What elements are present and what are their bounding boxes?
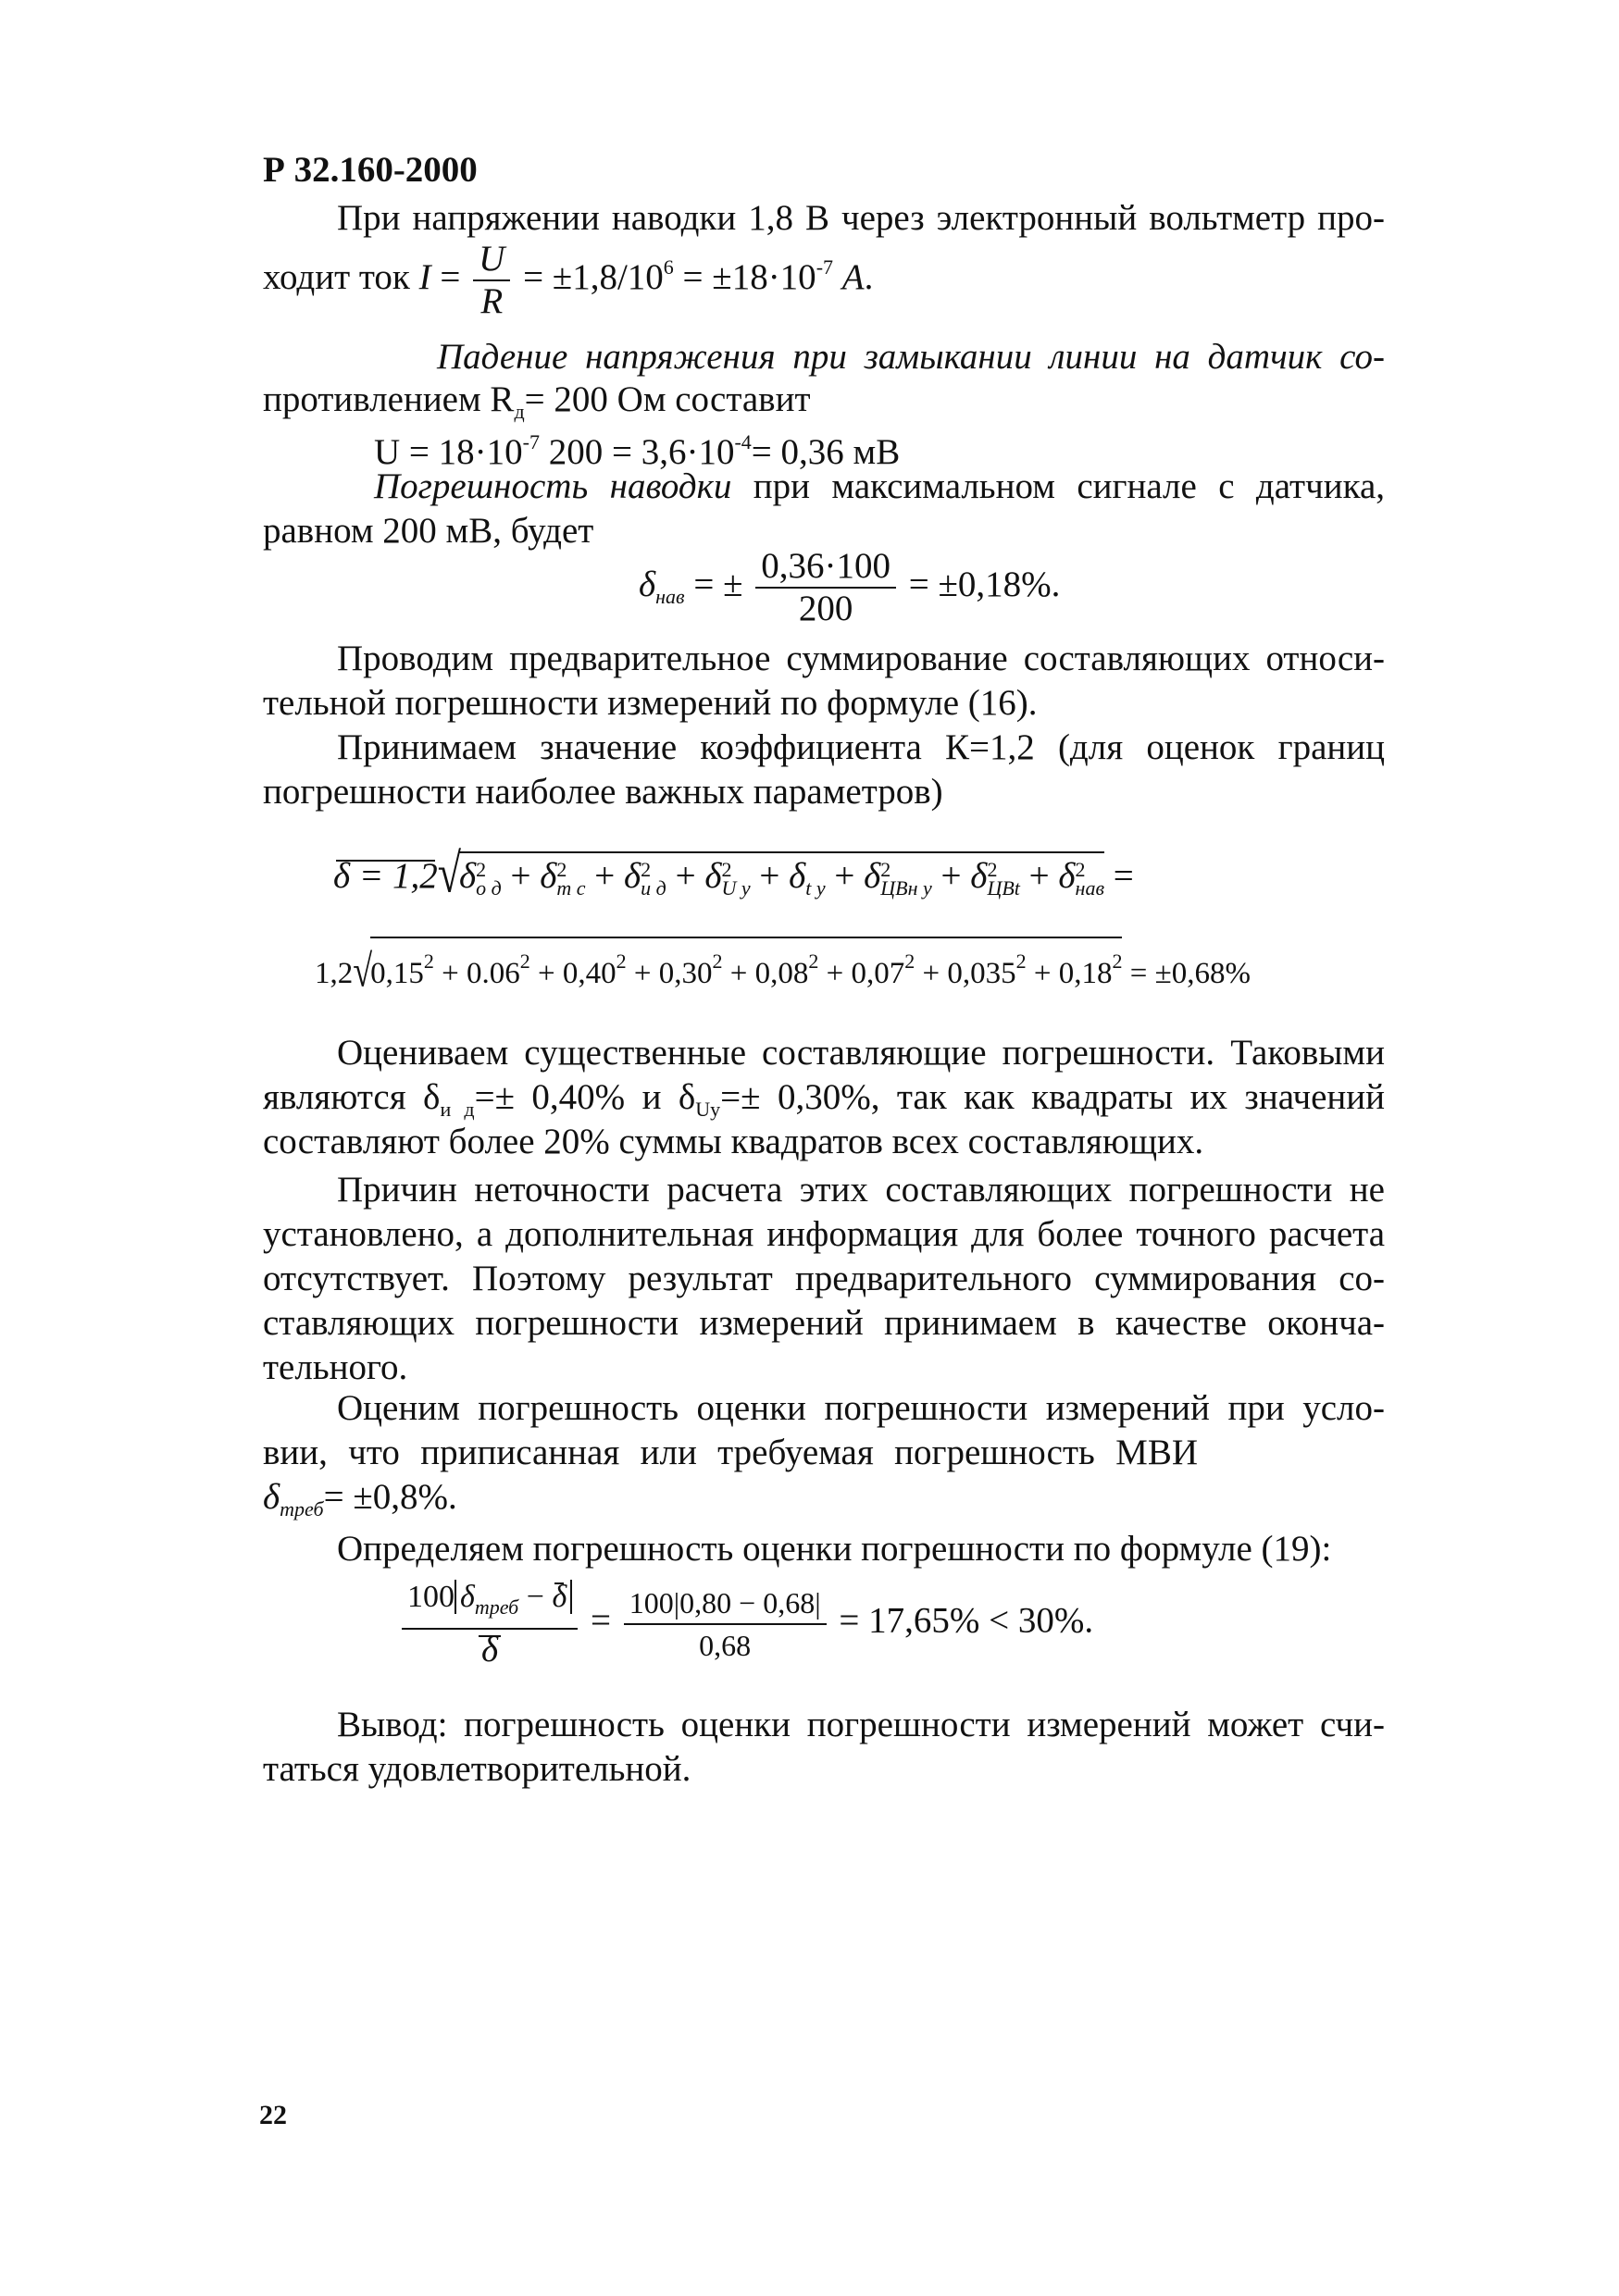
result: = ±0,68%	[1129, 957, 1251, 990]
sqrt-body	[459, 851, 1104, 898]
formula-total-error-line1	[333, 842, 1351, 904]
sqrt-icon: √	[353, 946, 373, 998]
delta-term: δ	[789, 856, 806, 896]
text-prefix: ходит ток	[263, 256, 410, 297]
delta-term: δ	[540, 856, 557, 896]
plus-sign: +	[1019, 856, 1059, 896]
subscript: нав	[1075, 876, 1104, 900]
subscript: т с	[556, 876, 586, 900]
formula-lhs: δ = 1,2	[333, 854, 438, 899]
delta-bar-symbol: δ	[552, 1577, 567, 1618]
delta-symbol: δ	[639, 564, 656, 604]
period: .	[864, 256, 874, 297]
italic-term: Погрешность наводки	[374, 466, 732, 506]
exponent: 2	[1015, 949, 1027, 973]
delta-symbol: δ	[263, 1477, 280, 1517]
exponent: -7	[816, 254, 834, 279]
value-term: 0,30	[658, 957, 713, 990]
paragraph-summation-line2: тельной погрешности измерений по формуле (16).	[263, 683, 1038, 723]
exponent: 6	[663, 254, 674, 279]
sqrt-body	[370, 937, 1122, 995]
paragraph-reasons-line2: установлено, а дополнительная информация для более точного расчета	[263, 1214, 1385, 1254]
paragraph-determine-line1: Определяем погрешность оценки погрешности по формуле (19):	[337, 1529, 1332, 1569]
exponent: 2	[721, 858, 732, 882]
paragraph-conclusion-line2: таться удовлетворительной.	[263, 1749, 691, 1789]
delta-term: δ	[458, 856, 477, 896]
exponent: 2	[476, 858, 487, 882]
text: =± 0,40% и δ	[474, 1077, 696, 1117]
formula-error-estimate	[398, 1577, 1231, 1697]
paragraph-voltmeter-formula	[263, 239, 1385, 331]
subscript: о д	[476, 876, 502, 900]
coefficient: 100	[407, 1580, 455, 1614]
fraction-numerator: U	[473, 239, 510, 281]
minus-sign: −	[518, 1580, 553, 1614]
paragraph-evaluate-line1: Оценим погрешность оценки погрешности измерений при усло-	[337, 1388, 1385, 1428]
formula-rhs-b: = ±18·10	[682, 256, 816, 297]
plus-sign: +	[1026, 957, 1059, 990]
subscript: треб	[280, 1497, 324, 1520]
paragraph-reasons-line4: ставляющих погрешности измерений принимаем в качестве оконча-	[263, 1303, 1385, 1343]
script-stack	[880, 858, 932, 900]
page-number: 22	[259, 2100, 287, 2130]
paragraph-reasons-line1: Причин неточности расчета этих составляющих погрешности не	[337, 1170, 1385, 1210]
formula-rhs-a: = ±1,8/10	[523, 256, 664, 297]
text: 200 = 3,6·10	[539, 432, 735, 472]
plus-sign: +	[529, 957, 563, 990]
delta-symbol: δ	[460, 1580, 475, 1614]
subscript: t у	[805, 876, 826, 900]
delta-term: δ	[704, 856, 722, 896]
paragraph-evaluate-line2: вии, что приписанная или требуемая погрешность МВИ	[263, 1433, 1198, 1472]
text: противлением R	[263, 379, 515, 419]
exponent: 2	[641, 858, 652, 882]
plus-sign: +	[433, 957, 467, 990]
paragraph-evaluate-line3	[263, 1475, 1385, 1532]
plus-sign: +	[501, 856, 541, 896]
delta-term: δ	[624, 856, 641, 896]
script-stack	[1075, 858, 1104, 900]
text: при максимальном сигнале с датчика,	[731, 466, 1386, 506]
document-code: Р 32.160-2000	[263, 150, 478, 190]
value-term: 0.06	[466, 957, 520, 990]
subscript: д	[514, 400, 525, 423]
equals-sign: =	[1113, 856, 1134, 896]
paragraph-coefficient-line1: Принимаем значение коэффициента К=1,2 (для оценок границ	[337, 727, 1385, 767]
paragraph-summation-line1: Проводим предварительное суммирование составляющих относи-	[337, 639, 1385, 678]
fraction-denominator: δ	[476, 1630, 504, 1670]
exponent: -7	[522, 430, 540, 453]
sqrt-icon: √	[437, 842, 461, 904]
subscript: и д	[641, 876, 666, 900]
plus-minus: = ±	[693, 564, 743, 604]
subscript: треб	[474, 1595, 519, 1619]
text: являются δ	[263, 1077, 441, 1117]
paragraph-essential-line3: составляют более 20% суммы квадратов всех составляющих.	[263, 1122, 1204, 1161]
text: U = 18·10	[374, 432, 523, 472]
result: = ±0,18%	[908, 564, 1052, 604]
exponent: 2	[904, 949, 915, 973]
formula-total-error-line2	[315, 937, 1370, 996]
equals-sign: =	[440, 256, 461, 297]
paragraph-voltage-drop-line1: Падение напряжения при замыкании линии на датчик со-	[437, 337, 1385, 377]
subscript: нав	[655, 584, 685, 608]
script-stack	[556, 858, 586, 900]
value-term: 0,08	[754, 957, 809, 990]
paragraph-coefficient-line2: погрешности наиболее важных параметров)	[263, 772, 943, 812]
plus-sign: +	[818, 957, 852, 990]
paragraph-reasons-line3: отсутствует. Поэтому результат предварительного суммирования со-	[263, 1259, 1385, 1298]
value-term: 0,15	[370, 957, 424, 990]
subscript: U у	[721, 876, 751, 900]
fraction-numerator: 100|0,80 − 0,68|	[624, 1582, 827, 1625]
exponent: 2	[616, 949, 627, 973]
plus-sign: +	[915, 957, 948, 990]
subscript: ЦВн у	[880, 876, 932, 900]
fraction-denominator: 200	[798, 589, 853, 628]
fraction-u-over-r	[473, 239, 510, 322]
plus-sign: +	[666, 856, 705, 896]
plus-sign: +	[722, 957, 755, 990]
paragraph-interference-line1	[263, 465, 1385, 509]
value-term: 0,035	[947, 957, 1016, 990]
exponent: 2	[808, 949, 819, 973]
plus-sign: +	[585, 856, 625, 896]
subscript: и д	[440, 1098, 475, 1121]
fraction-denominator: 0,68	[699, 1628, 752, 1662]
result: = 17,65% < 30%.	[839, 1600, 1094, 1641]
equals-sign: =	[591, 1600, 611, 1641]
paragraph-conclusion-line1: Вывод: погрешность оценки погрешности измерений может счи-	[337, 1705, 1385, 1744]
plus-sign: +	[626, 957, 659, 990]
exponent: 2	[423, 949, 434, 973]
value-term: 0,07	[851, 957, 905, 990]
paragraph-voltmeter-line1: При напряжении наводки 1,8 В через электронный вольтметр про-	[337, 198, 1385, 238]
fraction	[755, 546, 896, 629]
text: = 0,36 мВ	[751, 432, 901, 472]
delta-term: δ	[1058, 856, 1076, 896]
formula-interference	[639, 546, 1120, 639]
script-stack	[805, 861, 825, 898]
exponent: 2	[519, 949, 530, 973]
script-stack	[641, 858, 666, 900]
symbol-i: I	[418, 256, 431, 297]
fraction-left	[402, 1577, 578, 1670]
plus-sign: +	[825, 856, 865, 896]
fraction-right	[624, 1582, 827, 1666]
exponent: 2	[712, 949, 723, 973]
coefficient: 1,2	[315, 957, 354, 990]
exponent: -4	[734, 430, 752, 453]
paragraph-reasons-line5: тельного.	[263, 1347, 408, 1387]
text: = 200 Ом составит	[524, 379, 811, 419]
paragraph-interference-line2: равном 200 мВ, будет	[263, 511, 594, 551]
plus-sign: +	[750, 856, 790, 896]
fraction-denominator: R	[480, 281, 504, 321]
paragraph-essential-line1: Оцениваем существенные составляющие погрешности. Таковыми	[337, 1033, 1385, 1073]
absolute-value	[455, 1580, 572, 1619]
subscript: ЦВt	[987, 876, 1020, 900]
exponent: 2	[987, 858, 998, 882]
delta-term: δ	[864, 856, 881, 896]
exponent: 2	[556, 858, 567, 882]
delta-term: δ	[970, 856, 988, 896]
fraction-numerator: 0,36·100	[755, 546, 896, 589]
exponent: 2	[1112, 949, 1123, 973]
script-stack	[987, 858, 1020, 900]
exponent: 2	[1075, 858, 1086, 882]
script-stack	[721, 858, 751, 900]
text: = ±0,8%.	[323, 1477, 457, 1517]
value-term: 0,40	[562, 957, 616, 990]
text: =± 0,30%, так как квадраты их значений	[720, 1077, 1385, 1117]
plus-sign: +	[931, 856, 971, 896]
value-term: 0,18	[1058, 957, 1113, 990]
period: .	[1051, 564, 1061, 604]
exponent: 2	[880, 858, 891, 882]
subscript: Uy	[695, 1098, 721, 1121]
unit-ampere: A	[841, 256, 865, 297]
script-stack	[476, 858, 502, 900]
